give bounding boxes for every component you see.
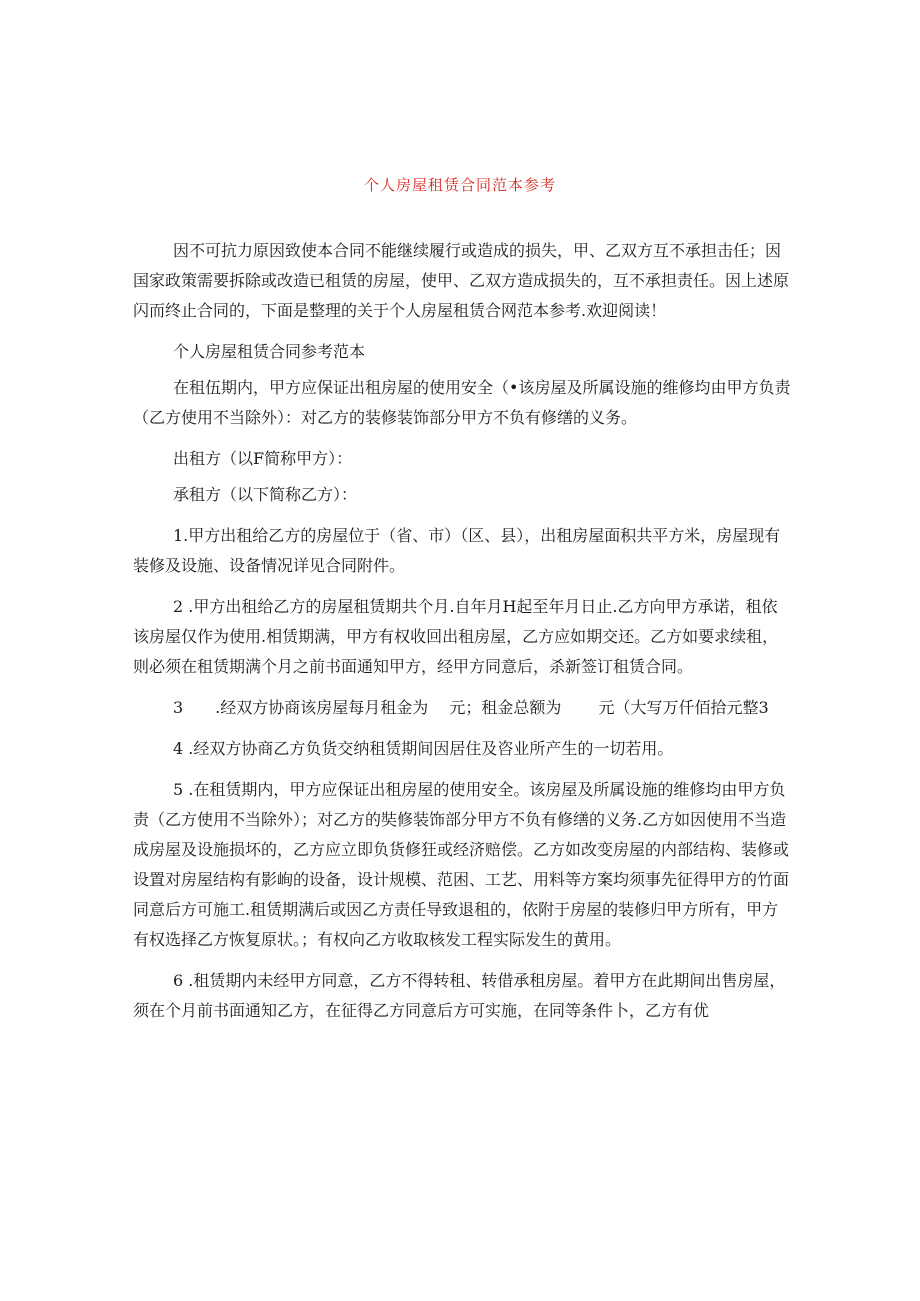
paragraph-safety: 在租伍期内，甲方应保证出租房屋的使用安全（•该房屋及所属设施的维修均由甲方负责（乙方使用不当除外）：对乙方的装修装饰部分甲方不负有修缮的义务。 (133, 378, 791, 427)
clause-5: 5 .在租赁期内，甲方应保证出租房屋的使用安全。该房屋及所属设施的维修均由甲方负责（乙方使用不当除外）；对乙方的奘修装饰部分甲方不负有修缮的义务.乙方如因使用不当造成房屋及设施损坏的，乙方应立即负货修狂或经济赔偿。乙方如改变房屋的内部结构、装修或设置对房屋结构有影峋的设备，设计规模、范困、工艺、用料等方案均须事先征得甲方的竹面同意后方可施工.租赁期满后或因乙方责任导致退租的，依附于房屋的装修归甲方所有，甲方有权选择乙方恢复原状。；有权向乙方收取核发工程实际发生的黄用。 (133, 780, 790, 949)
document-title: 个人房屋租赁合同范本参考 (363, 176, 556, 194)
paragraph-intro: 因不可抗力原因致使本合同不能继续履行或造成的损失，甲、乙双方互不承担击任；因国家政策需要拆除或改造已租赁的房屋，使甲、乙双方造成损失的，互不承担责任。因上述原闪而终止合同的，下面是整理的关于个人房屋租赁合网范本参考.欢迎阅读！ (133, 241, 790, 320)
clause-3: 3 .经双方协商该房屋每月租金为 元；租金总额为 元（大写万仟佰拾元整3 (173, 698, 769, 717)
clause-4: 4 .经双方协商乙方负货交纳租赁期间因居住及咨业所产生的一切若用。 (173, 739, 674, 758)
clause-6: 6 .租赁期内未经甲方同意，乙方不得转租、转借承租房屋。着甲方在此期间出售房屋，须在个月前书面通知乙方，在征得乙方同意后方可实施，在同等条件卜，乙方有优 (133, 971, 786, 1020)
clause-1: 1.甲方出租给乙方的房屋位于（省、市）（区、县），出租房屋面积共平方米，房屋现有装修及设施、设备情况详见合同附件。 (133, 526, 781, 575)
paragraph-subtitle: 个人房屋租赁合同参考范本 (173, 342, 366, 361)
paragraph-lessor: 出租方（以F简称甲方）： (173, 449, 353, 468)
paragraph-lessee: 承租方（以下简称乙方）： (173, 485, 358, 504)
clause-2: 2 .甲方出租给乙方的房屋租赁期共个月.自年月H起至年月日止.乙方向甲方承诺，租依该房屋仅作为使用.相赁期满，甲方有权收回出租房屋，乙方应如期交还。乙方如要求续租，则必须在租赁期满个月之前书面通知甲方，经甲方同意后，杀新签订租赁合同。 (133, 597, 779, 676)
document-body (133, 236, 791, 1037)
